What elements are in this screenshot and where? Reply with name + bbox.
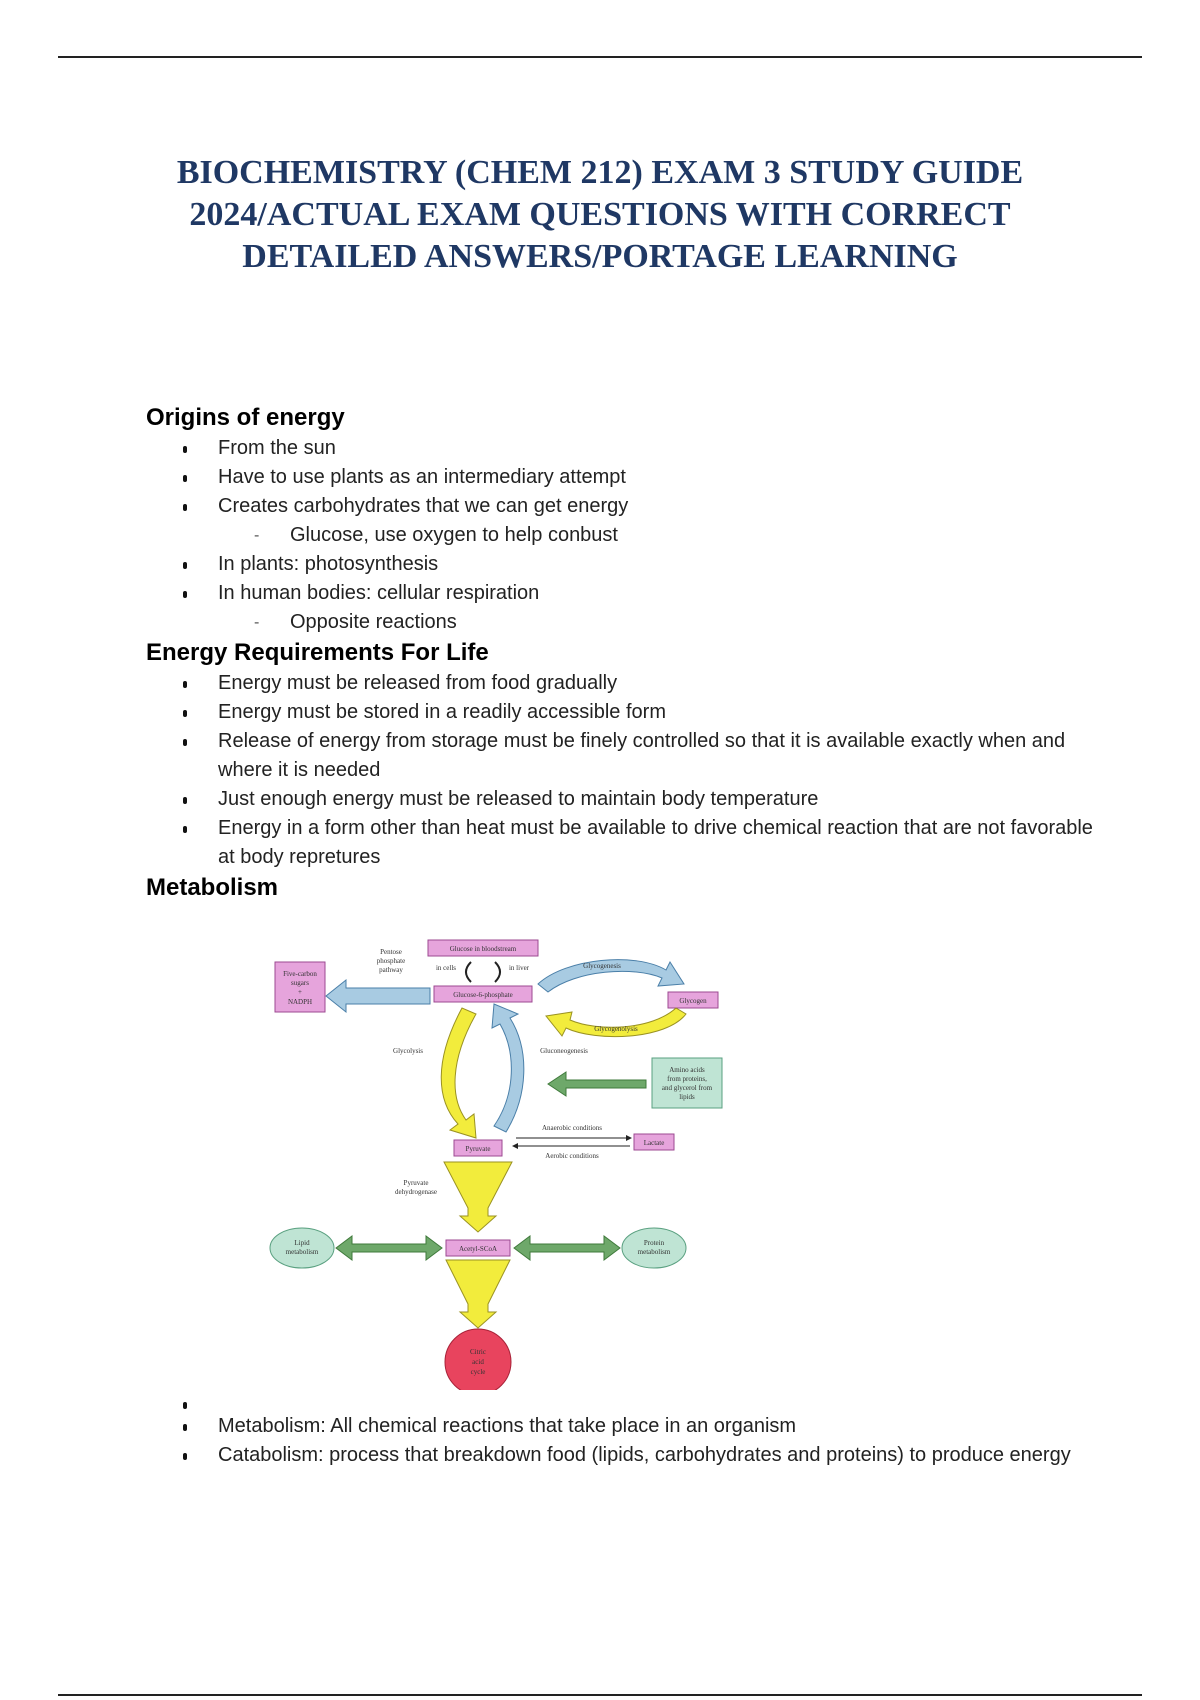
- title-line-2: 2024/ACTUAL EXAM QUESTIONS WITH CORRECT: [189, 196, 1011, 233]
- label-amino-2: from proteins,: [667, 1075, 707, 1083]
- heading-metabolism: Metabolism: [146, 874, 279, 901]
- list-item: Energy must be stored in a readily accessible form: [146, 698, 1106, 727]
- arrow-acetyl-protein: [514, 1236, 620, 1260]
- label-lipid-2: metabolism: [285, 1248, 319, 1256]
- label-anaerobic: Anaerobic conditions: [541, 1124, 603, 1132]
- arrow-lipid-acetyl: [336, 1236, 442, 1260]
- label-citric-1: Citric: [470, 1348, 486, 1356]
- title-line-3: DETAILED ANSWERS/PORTAGE LEARNING: [242, 238, 958, 275]
- bottom-rule: [58, 1694, 1142, 1696]
- arrowhead-aerobic: [512, 1143, 518, 1149]
- list-item: Energy in a form other than heat must be available to drive chemical reaction that are not favorable at body repretures: [146, 814, 1106, 872]
- label-acetyl: Acetyl-SCoA: [458, 1245, 498, 1253]
- list-item: Catabolism: process that breakdown food (lipids, carbohydrates and proteins) to produce energy: [146, 1441, 1106, 1470]
- list-metabolism: [146, 1390, 1106, 1470]
- list-item: Just enough energy must be released to maintain body temperature: [146, 785, 1106, 814]
- label-protein-1: Protein: [643, 1239, 665, 1247]
- label-ppp-2: phosphate: [376, 957, 406, 965]
- list-requirements: [146, 669, 1106, 872]
- heading-requirements: Energy Requirements For Life: [146, 639, 489, 666]
- label-five-c-1: Five-carbon: [283, 970, 317, 978]
- label-gluconeogenesis: Gluconeogenesis: [540, 1047, 588, 1055]
- list-origins: [146, 434, 1106, 637]
- list-item: In human bodies: cellular respiration: [146, 579, 1106, 608]
- list-item: Energy must be released from food gradually: [146, 669, 1106, 698]
- label-glycogenesis: Glycogenesis: [583, 962, 621, 970]
- document-title: [120, 152, 1080, 278]
- empty-list-item: [146, 1390, 1106, 1412]
- funnel-pdh: [444, 1162, 512, 1232]
- funnel-citric: [446, 1260, 510, 1328]
- sub-list-item: - Glucose, use oxygen to help conbust: [146, 521, 1106, 550]
- label-lactate: Lactate: [643, 1139, 665, 1147]
- list-item: Creates carbohydrates that we can get energy: [146, 492, 1106, 521]
- label-amino-1: Amino acids: [669, 1066, 705, 1074]
- heading-origins: Origins of energy: [146, 404, 345, 431]
- list-item: Have to use plants as an intermediary attempt: [146, 463, 1106, 492]
- label-pdh-1: Pyruvate: [403, 1179, 429, 1187]
- label-aerobic: Aerobic conditions: [545, 1152, 599, 1160]
- label-glycogenolysis: Glycogenolysis: [594, 1025, 638, 1033]
- label-pyruvate: Pyruvate: [465, 1145, 491, 1153]
- top-rule: [58, 56, 1142, 58]
- label-five-c-3: +: [298, 988, 302, 996]
- list-item: From the sun: [146, 434, 1106, 463]
- arrow-gluconeogenesis: [492, 1004, 524, 1132]
- label-in-liver: in liver: [508, 964, 530, 972]
- list-item: Metabolism: All chemical reactions that take place in an organism: [146, 1412, 1106, 1441]
- arrowhead-anaerobic: [626, 1135, 632, 1141]
- arc-left: [466, 962, 471, 982]
- label-five-c-2: sugars: [291, 979, 309, 987]
- label-in-cells: in cells: [435, 964, 457, 972]
- arrow-glycolysis: [441, 1008, 476, 1138]
- label-g6p: Glucose-6-phosphate: [453, 991, 513, 999]
- label-citric-3: cycle: [470, 1368, 486, 1376]
- title-line-1: BIOCHEMISTRY (CHEM 212) EXAM 3 STUDY GUIDE: [176, 154, 1024, 191]
- label-ppp-3: pathway: [379, 966, 403, 974]
- metabolism-diagram-svg: [146, 910, 1106, 1390]
- label-protein-2: metabolism: [637, 1248, 671, 1256]
- label-amino-4: lipids: [679, 1093, 695, 1101]
- list-item: Release of energy from storage must be finely controlled so that it is available exactly when and where it is needed: [146, 727, 1106, 785]
- label-glycolysis: Glycolysis: [393, 1047, 423, 1055]
- label-glucose-blood: Glucose in bloodstream: [449, 945, 517, 953]
- label-ppp-1: Pentose: [380, 948, 402, 956]
- label-amino-3: and glycerol from: [661, 1084, 713, 1092]
- arrow-to-five-carbon: [326, 980, 430, 1012]
- label-citric-2: acid: [472, 1358, 484, 1366]
- list-item: In plants: photosynthesis: [146, 550, 1106, 579]
- label-glycogen: Glycogen: [679, 997, 707, 1005]
- label-lipid-1: Lipid: [294, 1239, 310, 1247]
- sub-list-item: - Opposite reactions: [146, 608, 1106, 637]
- label-five-c-4: NADPH: [287, 998, 313, 1006]
- arrow-amino-acids: [548, 1072, 646, 1096]
- label-pdh-2: dehydrogenase: [395, 1188, 437, 1196]
- metabolism-diagram: [146, 910, 1106, 1390]
- document-body: [146, 402, 1106, 1470]
- arc-right: [495, 962, 500, 982]
